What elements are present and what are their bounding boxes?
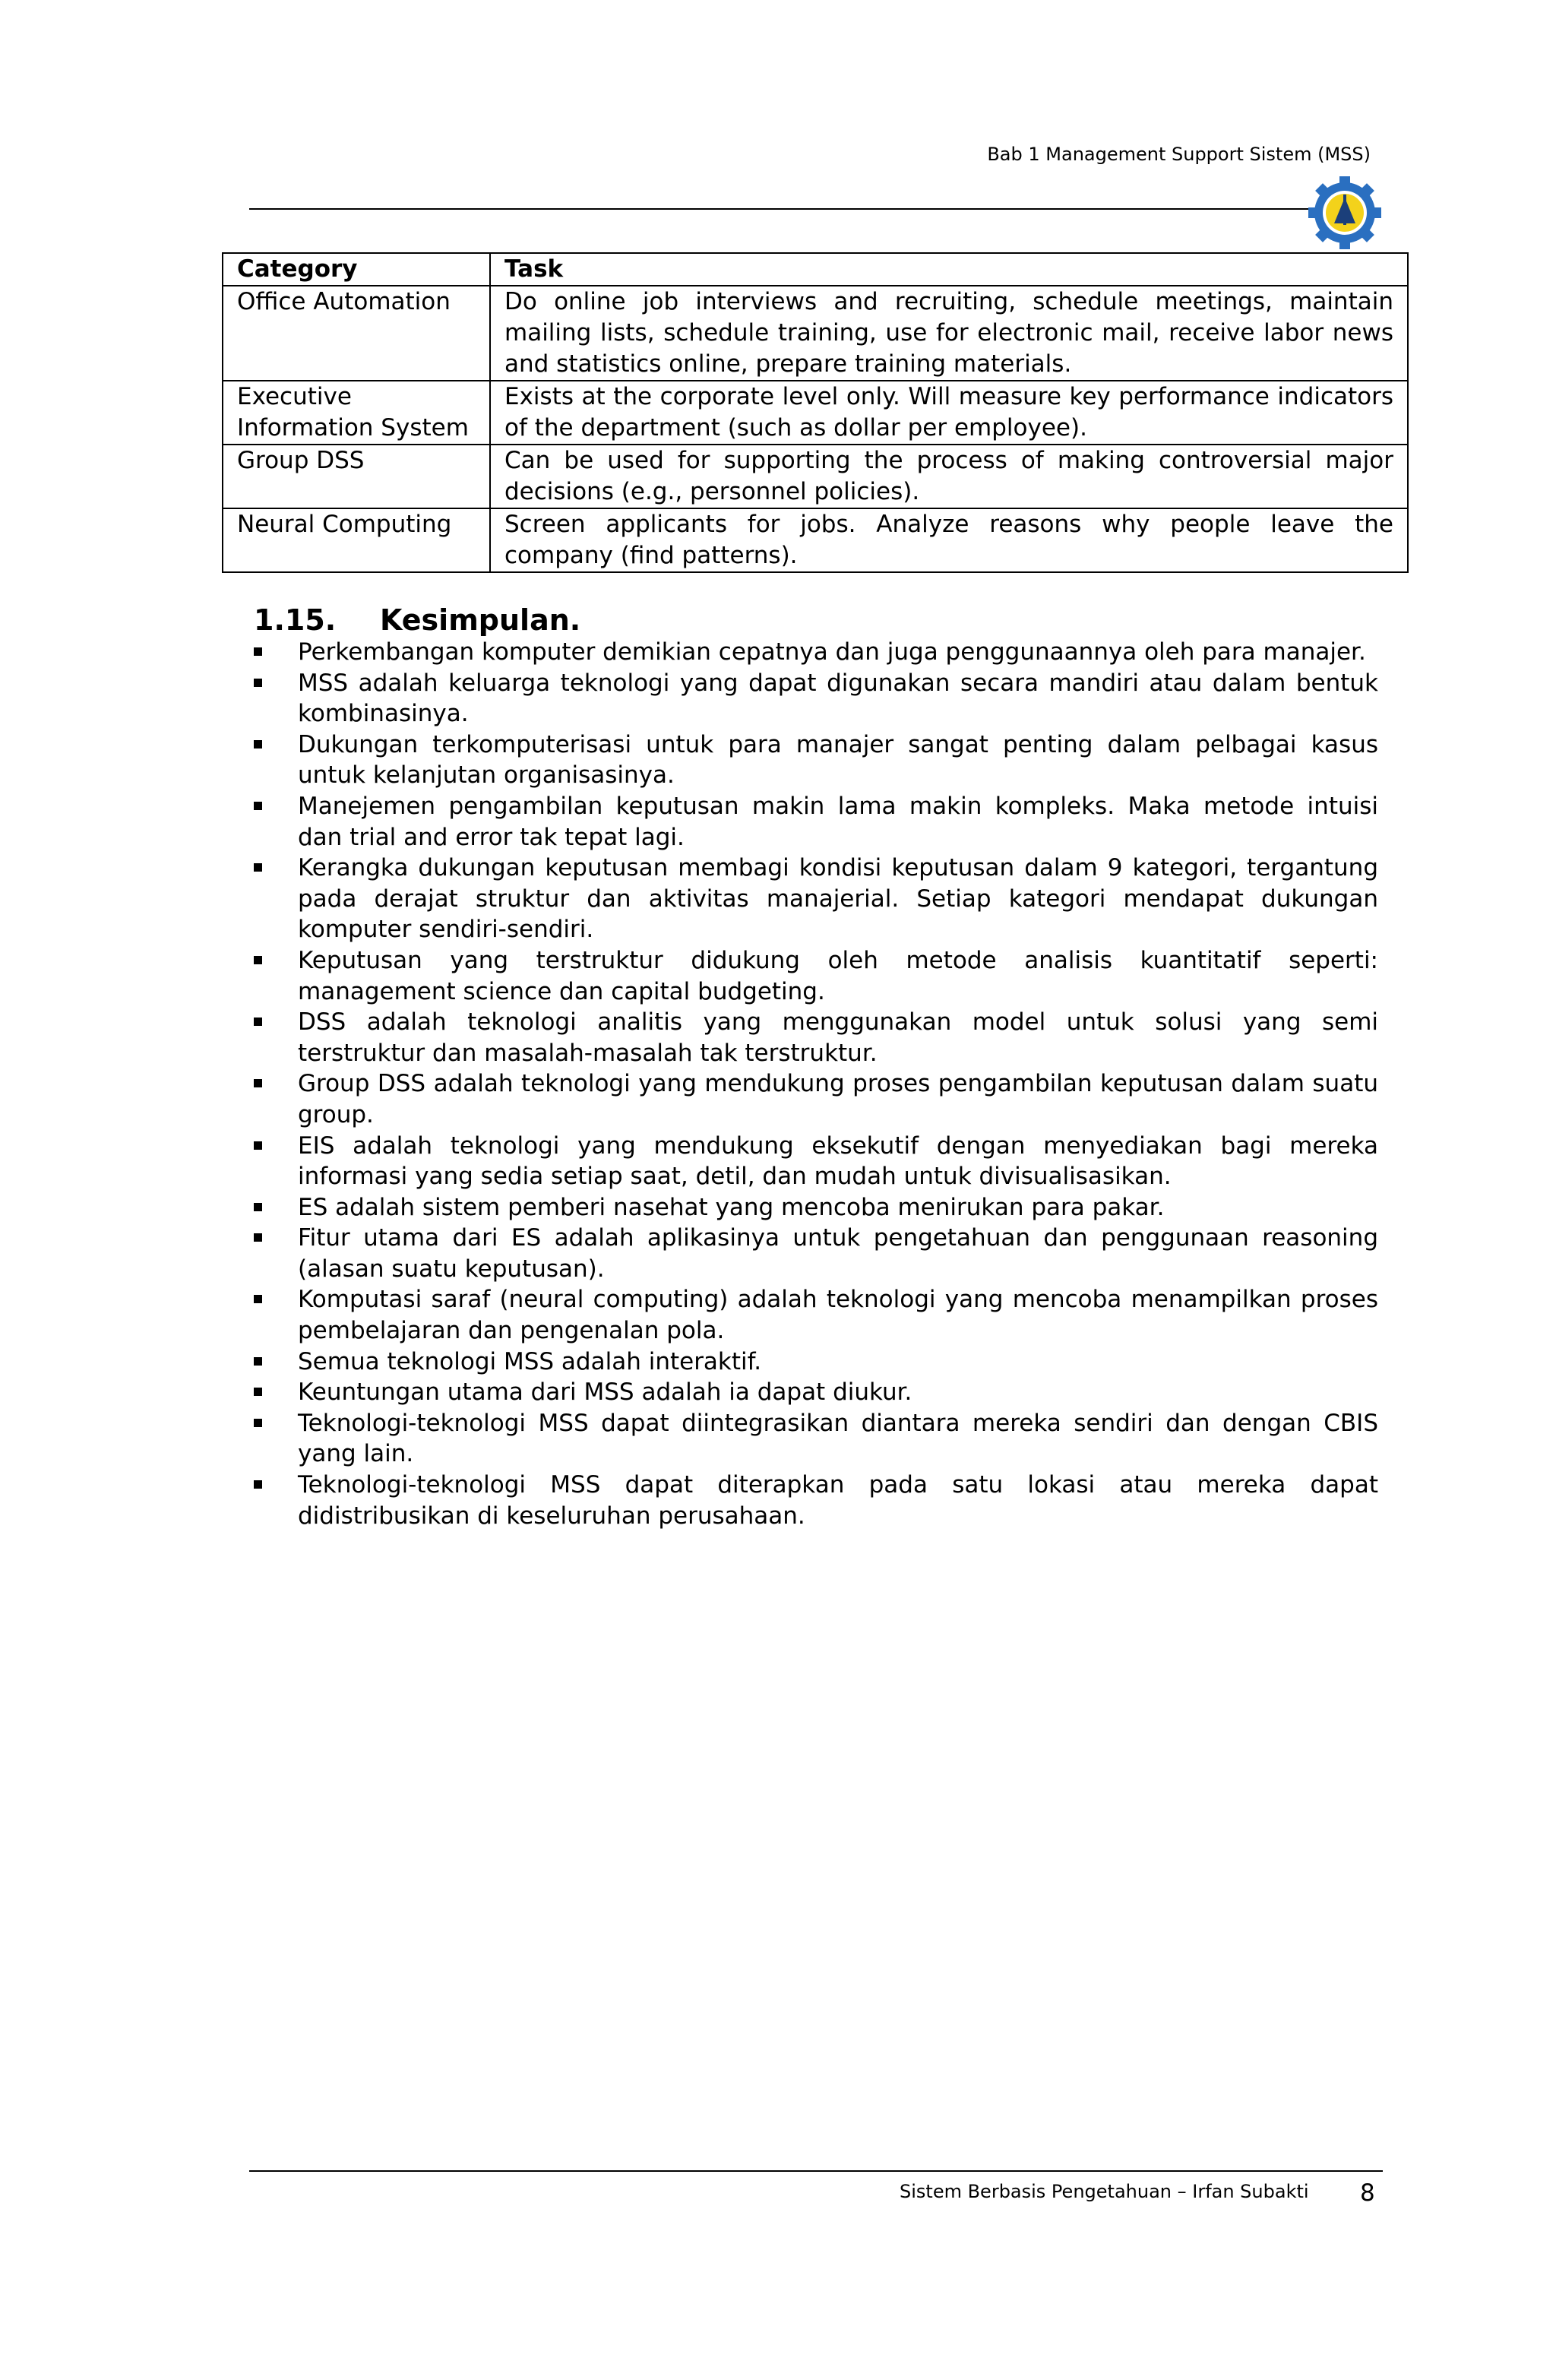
- square-bullet-icon: [254, 1233, 262, 1242]
- table-row: [223, 508, 1408, 572]
- footer-rule: [249, 2170, 1383, 2172]
- page-number: 8: [1360, 2179, 1375, 2207]
- list-item: [298, 668, 1378, 730]
- list-item: [298, 1377, 1378, 1408]
- square-bullet-icon: [254, 1480, 262, 1489]
- square-bullet-icon: [254, 1388, 262, 1396]
- task-cell: Screen applicants for jobs. Analyze reasons why people leave the company (find patterns).: [490, 508, 1408, 572]
- square-bullet-icon: [254, 956, 262, 964]
- task-cell: Can be used for supporting the process of making controversial major decisions (e.g., personnel policies).: [490, 445, 1408, 508]
- running-header: Bab 1 Management Support Sistem (MSS): [987, 144, 1371, 165]
- column-header-category: Category: [223, 253, 490, 286]
- list-item-text: Fitur utama dari ES adalah aplikasinya untuk pengetahuan dan penggunaan reasoning (alasan suatu keputusan).: [298, 1224, 1378, 1283]
- square-bullet-icon: [254, 1141, 262, 1150]
- list-item-text: Keuntungan utama dari MSS adalah ia dapat diukur.: [298, 1378, 912, 1407]
- list-item: [298, 791, 1378, 853]
- square-bullet-icon: [254, 802, 262, 810]
- list-item: [298, 853, 1378, 945]
- column-header-task: Task: [490, 253, 1408, 286]
- square-bullet-icon: [254, 647, 262, 656]
- list-item-text: EIS adalah teknologi yang mendukung eksekutif dengan menyediakan bagi mereka informasi yang sedia setiap saat, detil, dan mudah untuk divisualisasikan.: [298, 1131, 1378, 1191]
- list-item: [298, 1347, 1378, 1378]
- list-item-text: Komputasi saraf (neural computing) adalah teknologi yang mencoba menampilkan proses pembelajaran dan pengenalan pola.: [298, 1286, 1378, 1345]
- task-cell: Do online job interviews and recruiting, schedule meetings, maintain mailing lists, schedule training, use for electronic mail, receive labor news and statistics online, prepare training materials.: [490, 286, 1408, 381]
- table-header-row: [223, 253, 1408, 286]
- square-bullet-icon: [254, 863, 262, 872]
- list-item-text: DSS adalah teknologi analitis yang menggunakan model untuk solusi yang semi terstruktur dan masalah-masalah tak terstruktur.: [298, 1008, 1378, 1067]
- list-item-text: Keputusan yang terstruktur didukung oleh metode analisis kuantitatif seperti: management science dan capital budgeting.: [298, 946, 1378, 1005]
- section-number: 1.15.: [254, 603, 337, 637]
- conclusion-list: [298, 637, 1378, 1531]
- list-item-text: MSS adalah keluarga teknologi yang dapat digunakan secara mandiri atau dalam bentuk kombinasinya.: [298, 669, 1378, 728]
- list-item: [298, 1068, 1378, 1130]
- running-footer: Sistem Berbasis Pengetahuan – Irfan Subakti: [900, 2181, 1309, 2202]
- category-cell: Office Automation: [223, 286, 490, 381]
- square-bullet-icon: [254, 1295, 262, 1303]
- list-item-text: Perkembangan komputer demikian cepatnya dan juga penggunaannya oleh para manajer.: [298, 638, 1366, 666]
- list-item-text: Group DSS adalah teknologi yang mendukung proses pengambilan keputusan dalam suatu group.: [298, 1070, 1378, 1128]
- list-item-text: Dukungan terkomputerisasi untuk para manajer sangat penting dalam pelbagai kasus untuk kelanjutan organisasinya.: [298, 730, 1378, 790]
- list-item: [298, 1284, 1378, 1346]
- list-item: [298, 1131, 1378, 1192]
- institution-gear-logo-icon: [1305, 176, 1384, 249]
- list-item: [298, 945, 1378, 1007]
- category-cell: Executive Information System: [223, 381, 490, 445]
- square-bullet-icon: [254, 1203, 262, 1211]
- square-bullet-icon: [254, 679, 262, 687]
- list-item-text: Kerangka dukungan keputusan membagi kondisi keputusan dalam 9 kategori, tergantung pada derajat struktur dan aktivitas manajerial. Setiap kategori mendapat dukungan komputer sendiri-sendiri.: [298, 854, 1378, 944]
- list-item: [298, 637, 1378, 668]
- category-task-table: [222, 252, 1409, 573]
- list-item-text: ES adalah sistem pemberi nasehat yang mencoba menirukan para pakar.: [298, 1193, 1165, 1221]
- list-item: [298, 730, 1378, 791]
- list-item-text: Semua teknologi MSS adalah interaktif.: [298, 1347, 762, 1375]
- list-item-text: Teknologi-teknologi MSS dapat diterapkan pada satu lokasi atau mereka dapat didistribusikan di keseluruhan perusahaan.: [298, 1471, 1378, 1530]
- list-item: [298, 1192, 1378, 1223]
- square-bullet-icon: [254, 1018, 262, 1026]
- table-row: [223, 286, 1408, 381]
- section-heading: [254, 602, 580, 638]
- list-item-text: Teknologi-teknologi MSS dapat diintegrasikan diantara mereka sendiri dan dengan CBIS yang lain.: [298, 1409, 1378, 1468]
- header-rule: [249, 208, 1313, 210]
- list-item: [298, 1007, 1378, 1068]
- table-row: [223, 445, 1408, 508]
- table-row: [223, 381, 1408, 445]
- list-item: [298, 1223, 1378, 1284]
- category-cell: Group DSS: [223, 445, 490, 508]
- list-item: [298, 1408, 1378, 1470]
- square-bullet-icon: [254, 1357, 262, 1366]
- list-item-text: Manejemen pengambilan keputusan makin lama makin kompleks. Maka metode intuisi dan trial and error tak tepat lagi.: [298, 792, 1378, 851]
- square-bullet-icon: [254, 740, 262, 748]
- category-cell: Neural Computing: [223, 508, 490, 572]
- list-item: [298, 1470, 1378, 1531]
- square-bullet-icon: [254, 1419, 262, 1427]
- square-bullet-icon: [254, 1079, 262, 1087]
- section-title: Kesimpulan.: [380, 603, 581, 637]
- task-cell: Exists at the corporate level only. Will measure key performance indicators of the department (such as dollar per employee).: [490, 381, 1408, 445]
